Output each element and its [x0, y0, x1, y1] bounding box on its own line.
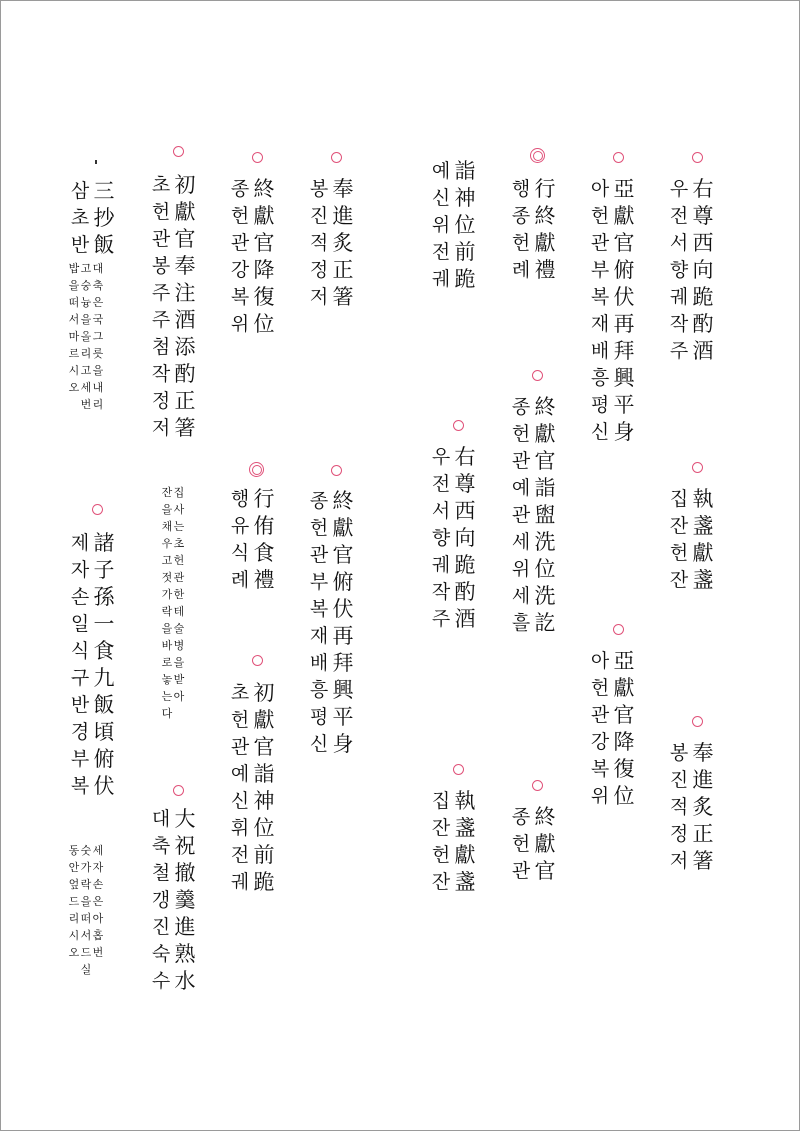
hanja-column: 初 獻 官 奉 注 酒 添 酌 正 箸	[174, 173, 196, 440]
section-block	[68, 530, 116, 800]
section-block	[667, 176, 715, 365]
hanja-column: 大 祝 撤 羹 進 熟 水	[174, 807, 196, 993]
hangul-column: 종 헌 관 부 복 재 배 흥 평 신	[309, 490, 329, 755]
section-marker-icon	[252, 152, 263, 163]
section-block	[509, 176, 557, 284]
hanja-column: 右 尊 西 向 跪 酌 酒	[454, 445, 476, 631]
hangul-column: 대 축 철 갱 진 숙 수	[151, 808, 171, 992]
hangul-column: 행 유 식 례	[230, 488, 250, 591]
note-block	[68, 260, 104, 413]
section-marker-icon	[453, 764, 464, 775]
section-marker-icon	[692, 462, 703, 473]
hanja-column: 右 尊 西 向 跪 酌 酒	[692, 177, 714, 363]
section-marker-icon	[173, 785, 184, 796]
section-marker-icon	[252, 655, 263, 666]
hangul-column: 제 자 손 일 식 구 반 경 부 복	[70, 532, 90, 797]
section-block	[429, 444, 477, 633]
section-marker-icon	[92, 504, 103, 515]
hangul-column: 집 잔 헌 잔	[669, 488, 689, 591]
section-marker-icon	[331, 465, 342, 476]
hanja-column: 亞 獻 官 俯 伏 再 拜 興 平 身	[613, 177, 635, 444]
section-block	[429, 788, 477, 896]
hangul-column: 종 헌 관 예 관 세 위 세 흘	[511, 396, 531, 634]
section-marker-icon	[532, 370, 543, 381]
section-block	[307, 176, 355, 311]
hanja-column: 亞 獻 官 降 復 位	[613, 649, 635, 808]
hangul-column: 아 헌 관 강 복 위	[590, 650, 610, 807]
section-block	[307, 488, 355, 758]
hanja-column: 執 盞 獻 盞	[454, 789, 476, 894]
section-block	[228, 176, 276, 338]
section-block	[228, 680, 276, 896]
hangul-column: 행 종 헌 례	[511, 178, 531, 281]
section-marker-icon	[613, 152, 624, 163]
note-column: 세 자 손 은 아 홉 번	[92, 844, 104, 959]
section-block	[667, 486, 715, 594]
hanja-column: 奉 進 炙 正 箸	[332, 177, 354, 309]
double-circle-marker-icon	[249, 462, 264, 477]
hangul-column: 종 헌 관	[511, 806, 531, 882]
section-marker-icon	[692, 152, 703, 163]
hanja-column: 執 盞 獻 盞	[692, 487, 714, 592]
hangul-column: 아 헌 관 부 복 재 배 흥 평 신	[590, 178, 610, 443]
hanja-column: 詣 神 位 前 跪	[454, 159, 476, 291]
section-block	[509, 804, 557, 885]
note-column: 동 안 엎 드 리 시 오	[68, 844, 80, 959]
hangul-column: 삼 초 반	[70, 180, 90, 256]
section-block	[228, 486, 276, 594]
note-block	[161, 484, 185, 722]
section-block	[509, 394, 557, 637]
note-column: 숫 가 락 을 떠 서 드 실	[80, 844, 92, 976]
section-block	[588, 648, 636, 810]
note-column: 고 숭 늉 을 올 리 고 세 번	[80, 262, 92, 411]
hanja-column: 終 獻 官 詣 盥 洗 位 洗 訖	[534, 395, 556, 635]
section-marker-icon	[453, 420, 464, 431]
hangul-column: 집 잔 헌 잔	[431, 790, 451, 893]
punctuation-mark	[95, 160, 97, 164]
hanja-column: 初 獻 官 詣 神 位 前 跪	[253, 681, 275, 894]
hangul-column: 초 헌 관 예 신 휘 전 궤	[230, 682, 250, 893]
note-column: 밥 을 떠 서 마 르 시 오	[68, 262, 80, 394]
hanja-column: 行 終 獻 禮	[534, 177, 556, 282]
hanja-column: 奉 進 炙 正 箸	[692, 741, 714, 873]
hanja-column: 終 獻 官	[534, 805, 556, 883]
section-marker-icon	[692, 716, 703, 727]
note-block	[68, 842, 104, 978]
hanja-column: 終 獻 官 俯 伏 再 拜 興 平 身	[332, 489, 354, 756]
section-block	[149, 806, 197, 995]
hangul-column: 봉 진 적 정 저	[669, 742, 689, 872]
hanja-column: 行 侑 食 禮	[253, 487, 275, 592]
section-marker-icon	[613, 624, 624, 635]
hanja-column: 諸 子 孫 一 食 九 飯 頃 俯 伏	[93, 531, 115, 798]
hangul-column: 우 전 서 향 궤 작 주	[669, 178, 689, 362]
section-block	[588, 176, 636, 446]
note-column: 집 사 는 초 헌 관 한 테 술 병 을 받 아	[173, 486, 185, 703]
section-block	[68, 178, 116, 259]
section-block	[667, 740, 715, 875]
hangul-column: 초 헌 관 봉 주 주 첨 작 정 저	[151, 174, 171, 439]
hangul-column: 예 신 위 전 궤	[431, 160, 451, 290]
note-column: 대 축 은 국 그 릇 을 내 리	[92, 262, 104, 411]
section-marker-icon	[173, 146, 184, 157]
double-circle-marker-icon	[530, 148, 545, 163]
hanja-column: 三 抄 飯	[93, 179, 115, 257]
hanja-column: 終 獻 官 降 復 位	[253, 177, 275, 336]
note-column: 잔 을 채 우 고 젓 가 락 을 바 로 놓 는 다	[161, 486, 173, 720]
hangul-column: 봉 진 적 정 저	[309, 178, 329, 308]
section-marker-icon	[532, 780, 543, 791]
section-marker-icon	[331, 152, 342, 163]
section-block	[149, 172, 197, 442]
section-block	[429, 158, 477, 293]
hangul-column: 우 전 서 향 궤 작 주	[431, 446, 451, 630]
hangul-column: 종 헌 관 강 복 위	[230, 178, 250, 335]
